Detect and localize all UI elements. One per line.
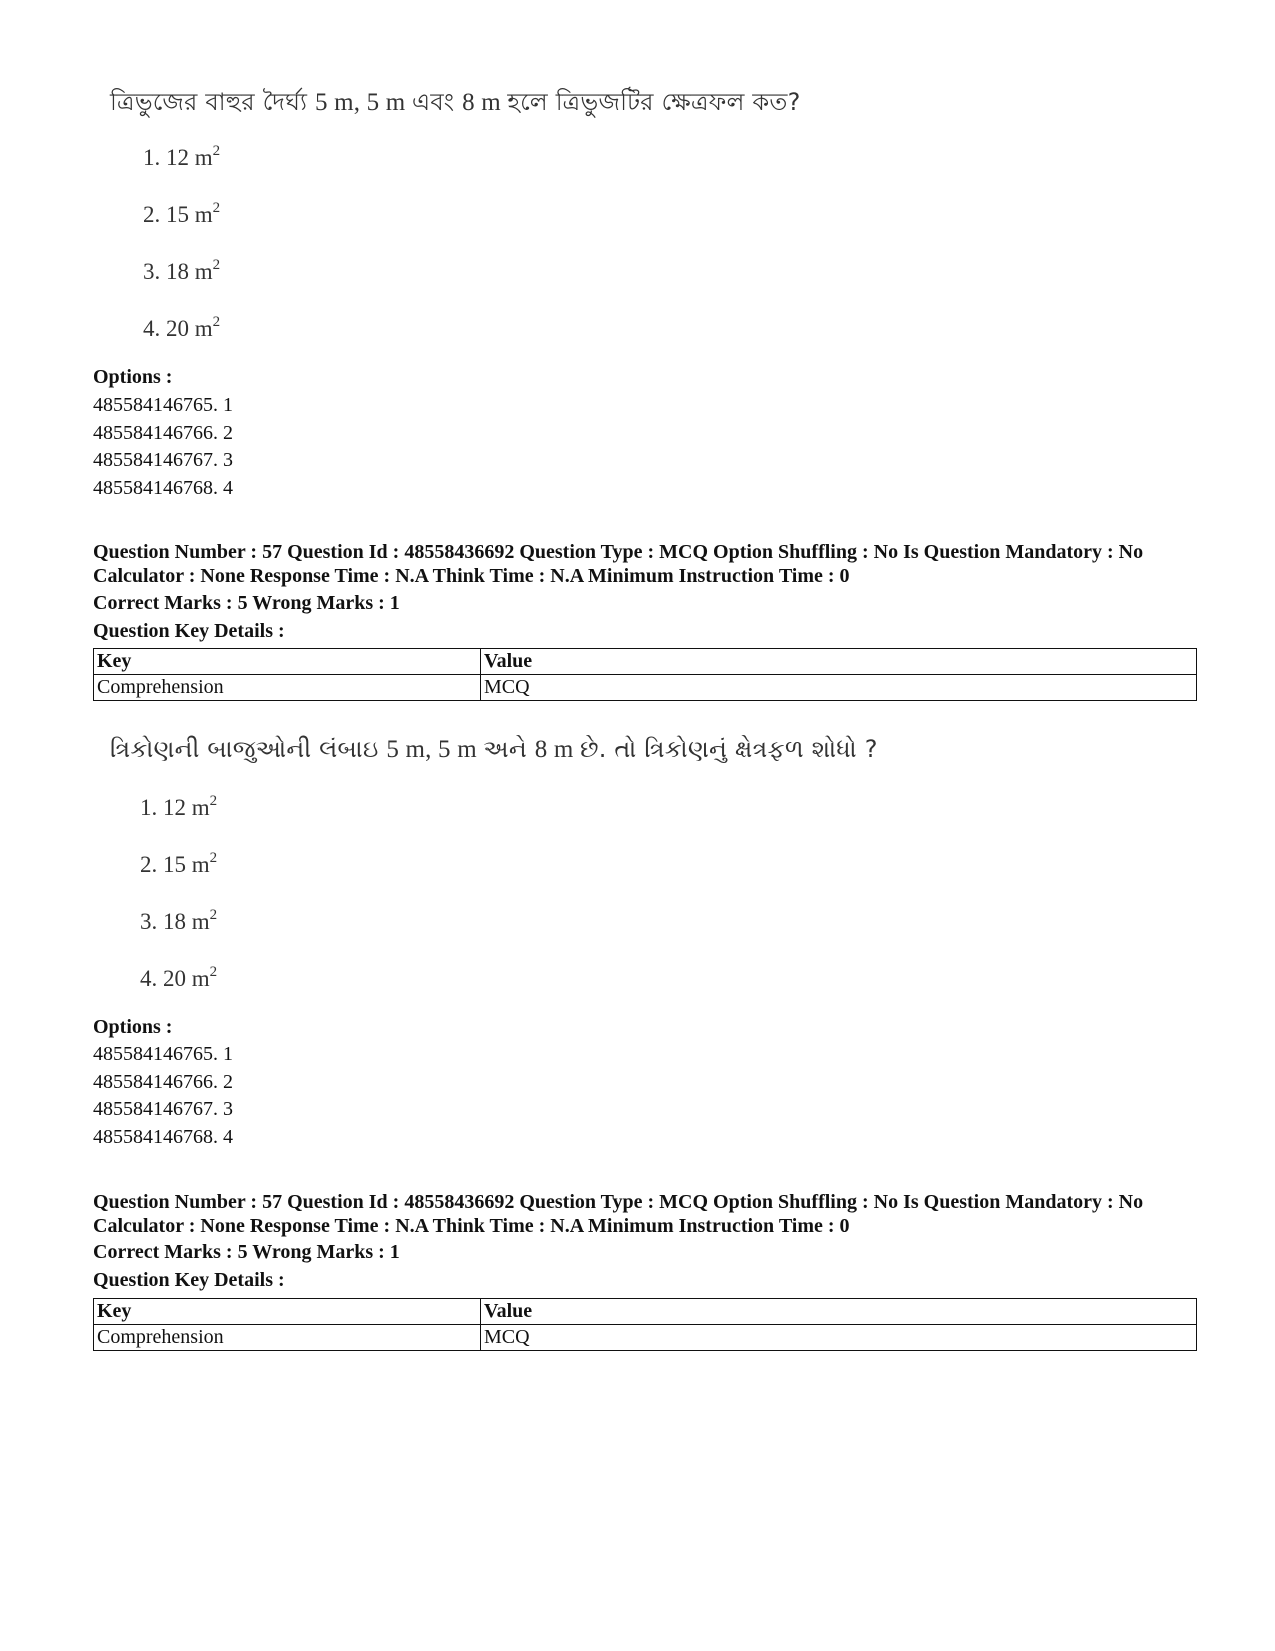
option-value: 15 m — [166, 202, 213, 227]
option-line: 485584146765. 1 — [93, 394, 233, 416]
option-exponent: 2 — [209, 964, 218, 980]
marks-line: Correct Marks : 5 Wrong Marks : 1 — [93, 592, 400, 614]
table-cell-value: MCQ — [481, 1325, 1197, 1351]
option-exponent: 2 — [209, 793, 218, 809]
option-number: 3. — [140, 909, 158, 934]
option-value: 15 m — [163, 852, 210, 877]
option-exponent: 2 — [212, 257, 221, 273]
question-text-part: 5 m, 5 m — [386, 736, 484, 763]
option-number: 1. — [143, 145, 161, 170]
image-option-4 — [143, 316, 220, 342]
option-line: 485584146767. 3 — [93, 1098, 233, 1120]
option-line: 485584146768. 4 — [93, 1126, 233, 1148]
option-exponent: 2 — [212, 200, 221, 216]
image-option-2 — [140, 852, 217, 878]
table-row — [94, 1325, 1197, 1351]
option-value: 12 m — [163, 795, 210, 820]
option-value: 18 m — [166, 259, 213, 284]
option-number: 3. — [143, 259, 161, 284]
key-details-table — [93, 648, 1197, 701]
option-exponent: 2 — [209, 907, 218, 923]
question-text-bengali — [110, 84, 801, 124]
table-header-key: Key — [94, 1299, 481, 1325]
question-meta: Question Number : 57 Question Id : 48558436692 Question Type : MCQ Option Shuffling : No Is Question Mandatory : No Calculator : None Response Time : N.A Think Time : N.A Minimum Instruction Time : 0 — [93, 1191, 1144, 1237]
key-details-label: Question Key Details : — [93, 620, 285, 642]
option-value: 20 m — [166, 316, 213, 341]
table-row — [94, 675, 1197, 701]
options-label: Options : — [93, 1016, 173, 1038]
table-cell-key: Comprehension — [94, 675, 481, 701]
option-number: 4. — [140, 966, 158, 991]
table-header-value: Value — [481, 1299, 1197, 1325]
option-line: 485584146766. 2 — [93, 422, 233, 444]
options-label: Options : — [93, 366, 173, 388]
table-header-row — [94, 649, 1197, 675]
question-meta: Question Number : 57 Question Id : 48558436692 Question Type : MCQ Option Shuffling : No Is Question Mandatory : No Calculator : None Response Time : N.A Think Time : N.A Minimum Instruction Time : 0 — [93, 541, 1144, 587]
option-line: 485584146765. 1 — [93, 1043, 233, 1065]
image-option-1 — [143, 145, 220, 171]
table-cell-key: Comprehension — [94, 1325, 481, 1351]
question-text-part: ত্রিভুজের বাহুর দৈর্ঘ্য — [110, 88, 315, 116]
option-value: 12 m — [166, 145, 213, 170]
image-option-2 — [143, 202, 220, 228]
question-text-gujarati — [110, 735, 878, 764]
option-exponent: 2 — [212, 314, 221, 330]
table-cell-value: MCQ — [481, 675, 1197, 701]
table-header-value: Value — [481, 649, 1197, 675]
option-exponent: 2 — [212, 143, 221, 159]
option-number: 2. — [140, 852, 158, 877]
image-option-3 — [140, 909, 217, 935]
option-number: 2. — [143, 202, 161, 227]
question-text-part: 8 m — [462, 89, 508, 116]
question-text-part: এবং — [411, 88, 463, 116]
image-option-3 — [143, 259, 220, 285]
option-number: 4. — [143, 316, 161, 341]
question-text-part: হলে ত্রিভুজটির ক্ষেত্রফল কত? — [507, 88, 801, 116]
image-option-1 — [140, 795, 217, 821]
question-text-part: ત્રિકોણની બાજુઓની લંબાઇ — [110, 735, 387, 763]
option-line: 485584146767. 3 — [93, 449, 233, 471]
option-value: 18 m — [163, 909, 210, 934]
image-option-4 — [140, 966, 217, 992]
key-details-label: Question Key Details : — [93, 1269, 285, 1291]
table-header-key: Key — [94, 649, 481, 675]
question-text-part: છે. તો ત્રિકોણનું ક્ષેત્રફળ શોધો ? — [579, 735, 878, 763]
question-text-part: 8 m — [534, 736, 580, 763]
key-details-table — [93, 1298, 1197, 1351]
option-number: 1. — [140, 795, 158, 820]
marks-line: Correct Marks : 5 Wrong Marks : 1 — [93, 1241, 400, 1263]
question-text-part: અને — [483, 735, 535, 763]
option-line: 485584146766. 2 — [93, 1071, 233, 1093]
option-value: 20 m — [163, 966, 210, 991]
table-header-row — [94, 1299, 1197, 1325]
option-line: 485584146768. 4 — [93, 477, 233, 499]
question-text-part: 5 m, 5 m — [314, 89, 412, 116]
option-exponent: 2 — [209, 850, 218, 866]
